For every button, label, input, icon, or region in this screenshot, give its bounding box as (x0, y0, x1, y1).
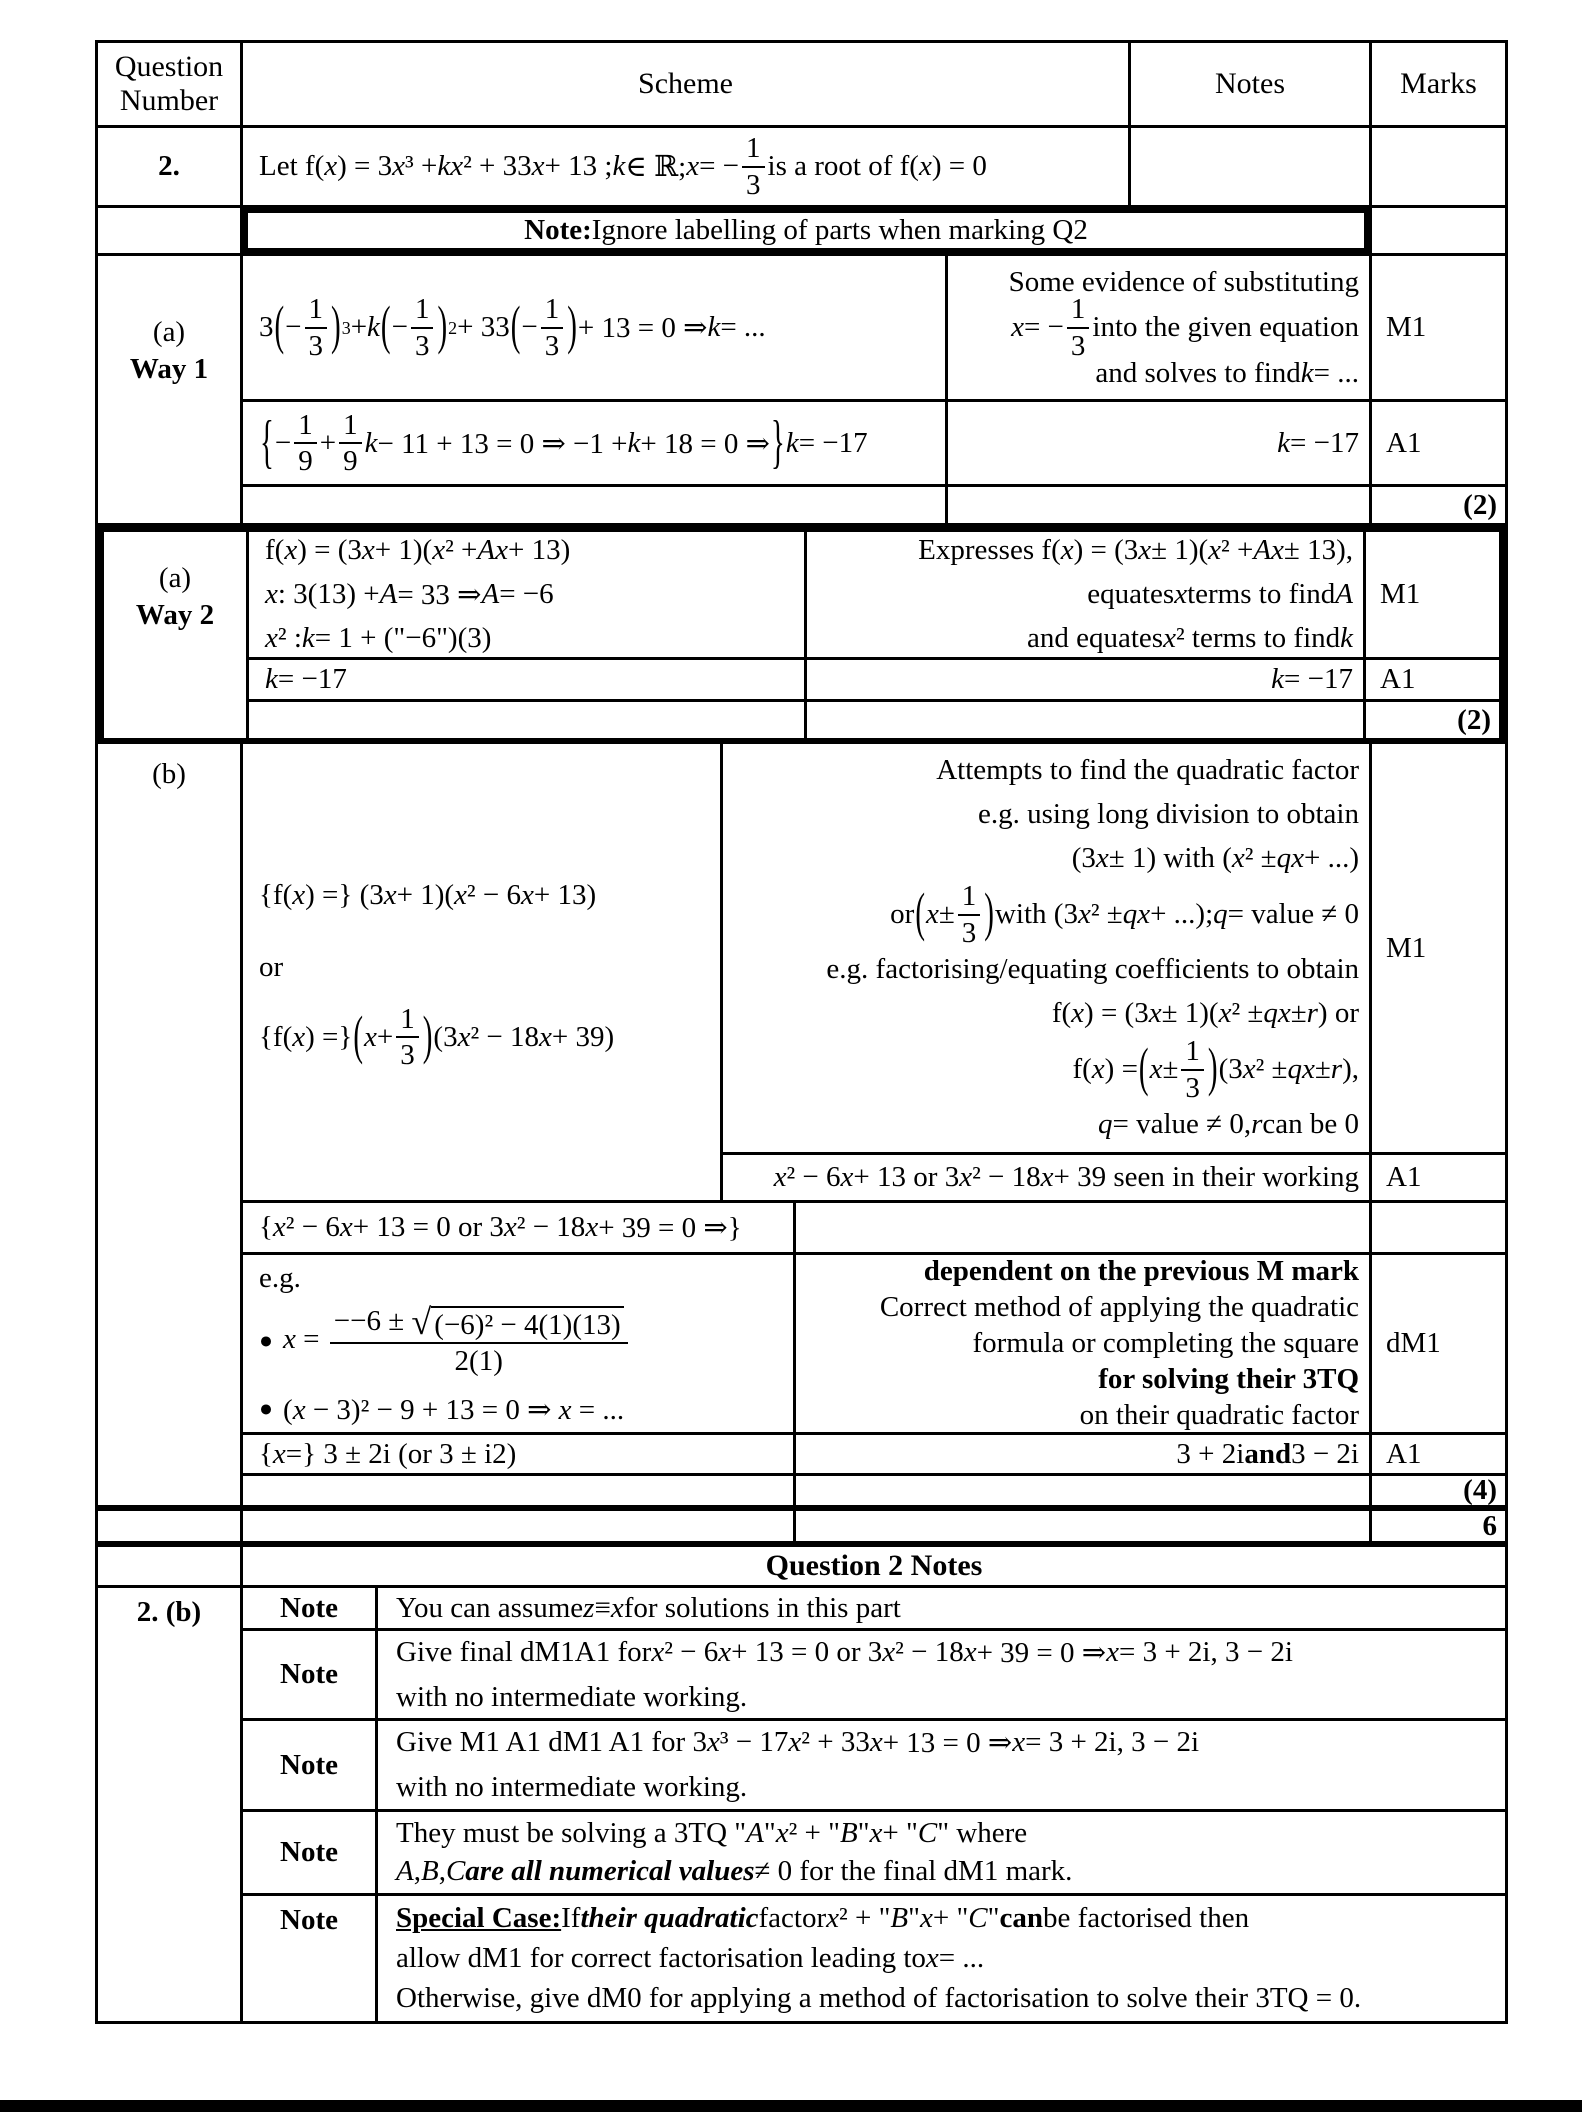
way-label: Way 1 (129, 353, 209, 385)
note-text: They must be solving a 3TQ " A " x ² + " B " x + " C " where A , B , C are all numerical values ≠ 0 for the final dM1 mark. (396, 1817, 1073, 1888)
way1-total-scheme-empty (243, 487, 948, 523)
note-label: Note (243, 1812, 378, 1893)
way2-a1-notes: k = −17 (807, 660, 1366, 699)
part-a-way1-block (98, 256, 1505, 526)
question-2-notes-block (98, 1588, 1505, 2021)
way2-m1-mark: M1 (1380, 578, 1421, 610)
part-a-way2-block (98, 526, 1505, 744)
way2-m1-row (249, 532, 1499, 660)
page-bottom-edge (0, 2100, 1582, 2112)
partb-a2-notes: 3 + 2i and 3 − 2i (796, 1435, 1372, 1473)
grand-total-scheme-empty (243, 1511, 796, 1541)
grand-total-row (98, 1511, 1505, 1547)
partb-a2-row (243, 1435, 1505, 1476)
grand-total-qcol-empty (98, 1511, 243, 1541)
partb-m1a1-right (723, 744, 1505, 1200)
part-b-rows (243, 744, 1505, 1505)
note-box: Note: Ignore labelling of parts when marking Q2 (243, 208, 1369, 253)
part-b-block (98, 744, 1505, 1511)
way1-m1-row (243, 256, 1505, 402)
partb-m1-subrow (723, 744, 1505, 1155)
note-label: Note (243, 1631, 378, 1718)
dm1-bullet-1: ● x = −−6 ± √ (−6)² − 4(1)(13) 2(1) (259, 1295, 631, 1387)
note-row (243, 1588, 1505, 1631)
way1-m1-notes: Some evidence of substituting x = − $\frac{1}{3}$ into the given equation and solves to find k = ... (948, 256, 1372, 399)
partb-tq-marks-empty (1372, 1203, 1505, 1252)
way2-m1-scheme: f( x ) = (3 x + 1)( x ² + Ax + 13) x : 3(13) + A = 33 ⇒ A = −6 x ² : k = 1 + ("−6")(3) (249, 532, 807, 657)
note-text: Give final dM1A1 for x ² − 6 x + 13 = 0 or 3 x ² − 18 x + 39 = 0 ⇒ x = 3 + 2i, 3 − 2i with no intermediate working. (396, 1635, 1293, 1713)
way1-a1-mark: A1 (1386, 426, 1422, 459)
way1-a1-row (243, 402, 1505, 487)
note-row (243, 1721, 1505, 1812)
header-scheme: Scheme (243, 43, 1131, 125)
part-label: (a) (152, 316, 186, 348)
way2-total-notes-empty (807, 702, 1366, 738)
note-row (243, 1631, 1505, 1721)
note-row (243, 1812, 1505, 1896)
part-a-way1-label (98, 256, 243, 523)
way1-total-row (243, 487, 1505, 523)
question-marks-empty (1372, 128, 1505, 205)
partb-total-marks: (4) (1463, 1474, 1497, 1506)
part-a-way2-label (104, 532, 249, 738)
note-box-marks-empty (1372, 208, 1505, 253)
way2-total-scheme-empty (249, 702, 807, 738)
bullet-icon: ● (259, 1327, 274, 1354)
header-marks: Marks (1400, 67, 1477, 100)
partb-a1-subrow (723, 1155, 1505, 1200)
question-number: 2. (98, 128, 243, 205)
question-notes-empty (1131, 128, 1372, 205)
way2-a1-scheme: k = −17 (249, 660, 807, 699)
question-2-notes-header-row (98, 1547, 1505, 1588)
q2notes-rows (243, 1588, 1505, 2021)
note-text: Give M1 A1 dM1 A1 for 3 x ³ − 17 x ² + 33 x + 13 = 0 ⇒ x = 3 + 2i, 3 − 2i with no intermediate working. (396, 1726, 1200, 1803)
way2-a1-mark: A1 (1380, 663, 1416, 695)
partb-total-notes-empty (796, 1476, 1372, 1505)
partb-a2-mark: A1 (1386, 1437, 1422, 1470)
note-row (243, 1896, 1505, 2021)
partb-m1-mark: M1 (1386, 931, 1427, 964)
part-b-label-cell (98, 744, 243, 1505)
partb-m1a1-row (243, 744, 1505, 1203)
grand-total-marks: 6 (1482, 1509, 1497, 1542)
way2-total-row (249, 702, 1499, 738)
note-label: Note (243, 1896, 378, 2021)
partb-m1-notes: Attempts to find the quadratic factor e.g. using long division to obtain (3 x ± 1) with ( x ² ± qx + ...) or ( x ± $\frac{1}{3}$ ) with (3 x ² ± qx + ...); q = value ≠ 0 e.g. factorising/equating coefficients to obtain f( x ) = (3 x ± 1)( x ² ± qx ± r ) or f( x ) = ( x ± $\frac{1}{3}$ ) (3 x ² ± qx ± r ), q = value ≠ 0, r can be 0 (723, 744, 1372, 1152)
part-label: (a) (158, 562, 192, 594)
question-2-notes-title: Question 2 Notes (765, 1549, 983, 1582)
way2-rows (249, 532, 1499, 738)
q2notes-row-label: 2. (b) (98, 1588, 243, 2021)
way1-m1-scheme: 3 ( − $\frac{1}{3}$ ) 3 + k ( − $\frac{1}{3}$ ) 2 + 33 ( − $\frac{1}{3}$ ) + 13 = 0 ⇒ k = ... (243, 256, 948, 399)
note-text: Special Case: If their quadratic factor x ² + " B " x + " C " can be factorised then allow dM1 for correct factorisation leading to x = ... Otherwise, give dM0 for applying a method of factorisation to solve their 3TQ = 0. (396, 1902, 1362, 2015)
partb-tq-notes-empty (796, 1203, 1372, 1252)
way1-rows (243, 256, 1505, 523)
dm1-bullet-2: ● (x − 3)² − 9 + 13 = 0 ⇒ x = ... (259, 1393, 625, 1426)
partb-tq-row (243, 1203, 1505, 1255)
table-header-row (98, 43, 1505, 128)
eg-label: e.g. (259, 1261, 301, 1294)
partb-total-row (243, 1476, 1505, 1505)
bullet-icon: ● (259, 1395, 274, 1422)
way1-a1-notes: k = −17 (948, 402, 1372, 484)
way2-m1-notes: Expresses f( x ) = (3 x ± 1)( x ² + Ax ± 13), equates x terms to find A and equates x ² terms to find k (807, 532, 1366, 657)
mark-scheme-table (95, 40, 1508, 2024)
partb-a2-scheme: { x =} 3 ± 2i (or 3 ± i2) (243, 1435, 796, 1473)
partb-m1-scheme: {f( x ) =} (3 x + 1)( x ² − 6 x + 13) or {f( x ) =} ( x + $\frac{1}{3}$ ) (3 x ² − 18 x + 39) (243, 744, 723, 1200)
partb-dm1-scheme (243, 1255, 796, 1432)
way1-a1-scheme: { − $\frac{1}{9}$ + $\frac{1}{9}$ k − 11 + 13 = 0 ⇒ −1 + k + 18 = 0 ⇒ } k = −17 (243, 402, 948, 484)
header-notes: Notes (1131, 43, 1372, 125)
partb-dm1-row (243, 1255, 1505, 1435)
question-statement: Let f( x ) = 3 x ³ + kx ² + 33 x + 13 ; k ∈ ℝ; x = − $\frac{1}{3}$ is a root of f( x ) = 0 (243, 128, 1131, 205)
way-label: Way 2 (135, 599, 215, 631)
way1-m1-mark: M1 (1386, 311, 1427, 343)
part-label: (b) (152, 758, 186, 790)
note-label: Note (243, 1588, 378, 1628)
partb-a1-notes: x ² − 6 x + 13 or 3 x ² − 18 x + 39 seen in their working (723, 1155, 1372, 1200)
q2notes-qcol-empty (98, 1547, 243, 1585)
grand-total-notes-empty (796, 1511, 1372, 1541)
way2-total-marks: (2) (1457, 703, 1491, 736)
partb-a1-mark: A1 (1386, 1161, 1422, 1194)
partb-tq-scheme: { x ² − 6 x + 13 = 0 or 3 x ² − 18 x + 39 = 0 ⇒} (243, 1203, 796, 1252)
header-question-number: Question Number (98, 43, 243, 125)
note-box-row (98, 208, 1505, 256)
note-text: You can assume z ≡ x for solutions in this part (396, 1591, 901, 1624)
note-box-left-empty (98, 208, 243, 253)
way2-a1-row (249, 660, 1499, 702)
partb-dm1-notes: dependent on the previous M mark Correct method of applying the quadratic formula or completing the square for solving their 3TQ on their quadratic factor (796, 1255, 1372, 1432)
question-statement-row (98, 128, 1505, 208)
partb-dm1-mark: dM1 (1386, 1327, 1441, 1359)
way1-total-notes-empty (948, 487, 1372, 523)
partb-total-scheme-empty (243, 1476, 796, 1505)
note-label: Note (243, 1721, 378, 1809)
way1-total-marks: (2) (1463, 488, 1497, 521)
note-box-mid (243, 208, 1372, 253)
